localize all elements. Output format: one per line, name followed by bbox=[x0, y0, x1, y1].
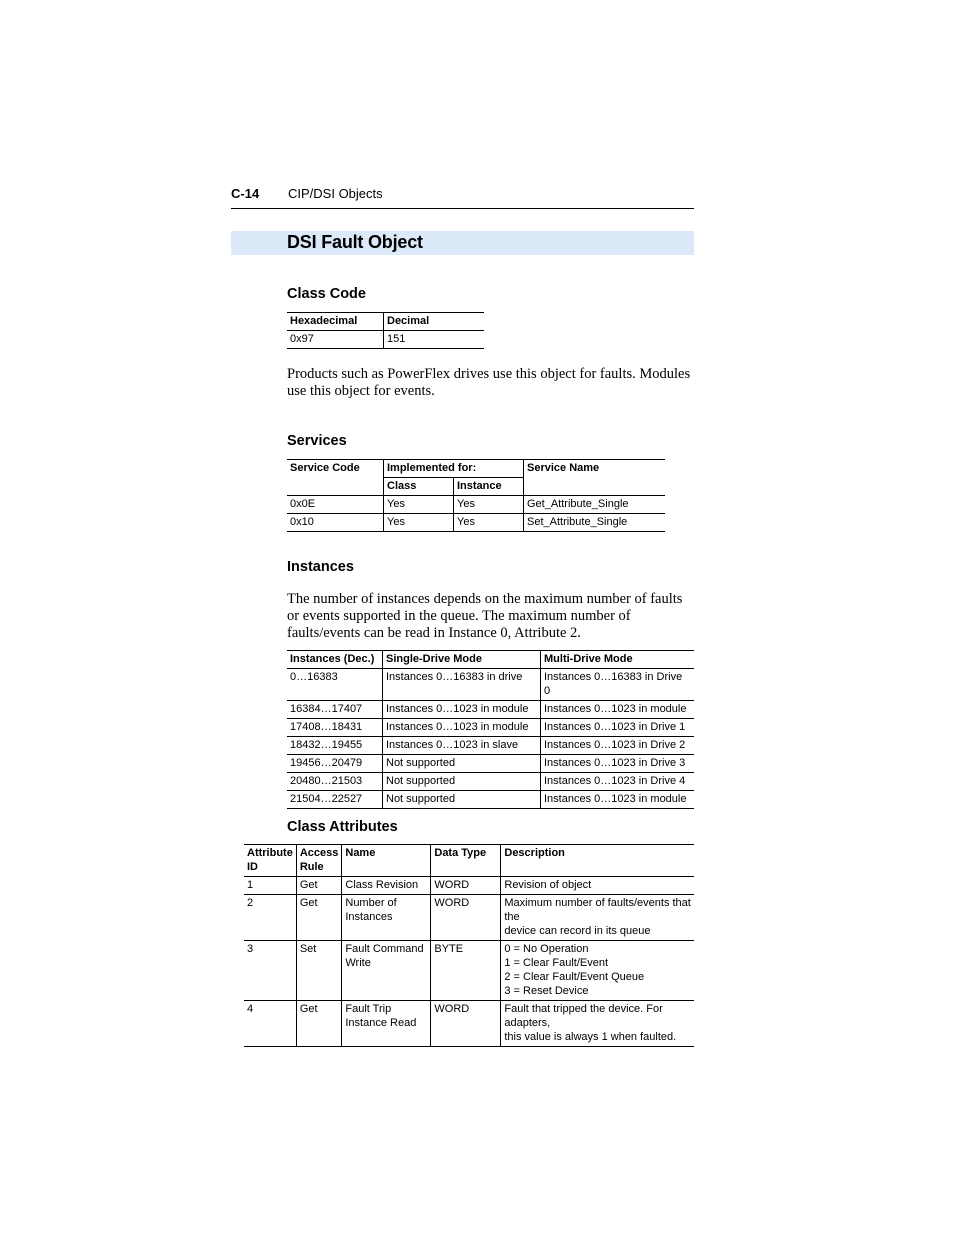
services-cell: Yes bbox=[384, 514, 454, 532]
instances-cell: Instances 0…16383 in drive bbox=[383, 669, 541, 701]
instances-cell: Instances 0…1023 in Drive 4 bbox=[541, 773, 695, 791]
table-row bbox=[287, 719, 694, 737]
instances-cell: 17408…18431 bbox=[290, 721, 363, 733]
instances-cell: 20480…21503 bbox=[290, 775, 363, 787]
page-number: C-14 bbox=[231, 186, 260, 201]
instances-cell: 21504…22527 bbox=[290, 793, 363, 805]
attr-header-description: Description bbox=[501, 845, 694, 877]
services-cell: Set_Attribute_Single bbox=[524, 514, 666, 532]
attr-header-name: Name bbox=[342, 845, 431, 877]
table-row bbox=[287, 514, 665, 532]
services-table bbox=[287, 459, 665, 532]
instances-header-dec: Instances (Dec.) bbox=[290, 653, 375, 665]
attr-cell: WORD bbox=[431, 877, 501, 895]
services-heading: Services bbox=[287, 433, 347, 449]
instances-cell: Instances 0…1023 in module bbox=[383, 719, 541, 737]
services-header-implemented: Implemented for: bbox=[384, 460, 524, 478]
running-head: CIP/DSI Objects bbox=[288, 186, 383, 201]
attr-cell: Fault that tripped the device. For adapters, this value is always 1 when faulted. bbox=[501, 1001, 694, 1047]
attr-cell: 2 bbox=[247, 897, 254, 909]
instances-cell: 0…16383 bbox=[290, 671, 338, 683]
instances-cell: Instances 0…1023 in slave bbox=[383, 737, 541, 755]
table-row bbox=[244, 941, 694, 1001]
attr-cell: Get bbox=[296, 877, 342, 895]
instances-paragraph: The number of instances depends on the maximum number of faults or events supported in the queue. The maximum number of faults/events can be read in Instance 0, Attribute 2. bbox=[287, 591, 683, 641]
instances-cell: Not supported bbox=[383, 755, 541, 773]
class-code-dec: 151 bbox=[384, 331, 485, 349]
instances-cell: Instances 0…1023 in Drive 1 bbox=[541, 719, 695, 737]
class-code-header-dec: Decimal bbox=[384, 313, 485, 331]
attr-cell: Set bbox=[296, 941, 342, 1001]
table-row bbox=[244, 1001, 694, 1047]
attr-cell: Fault Trip Instance Read bbox=[342, 1001, 431, 1047]
attr-cell: Revision of object bbox=[501, 877, 694, 895]
attr-header-type: Data Type bbox=[431, 845, 501, 877]
table-row bbox=[244, 877, 694, 895]
header-rule bbox=[231, 208, 694, 209]
instances-header-multi: Multi-Drive Mode bbox=[541, 651, 695, 669]
instances-cell: 19456…20479 bbox=[290, 757, 363, 769]
instances-cell: Instances 0…1023 in module bbox=[383, 701, 541, 719]
instances-heading: Instances bbox=[287, 559, 354, 575]
attr-cell: BYTE bbox=[431, 941, 501, 1001]
attr-cell: 1 bbox=[247, 879, 254, 891]
attr-cell: Class Revision bbox=[342, 877, 431, 895]
attr-cell: Number of Instances bbox=[342, 895, 431, 941]
instances-cell: Instances 0…16383 in Drive 0 bbox=[541, 669, 695, 701]
table-row bbox=[287, 737, 694, 755]
page-title: DSI Fault Object bbox=[287, 232, 423, 252]
instances-cell: 16384…17407 bbox=[290, 703, 363, 715]
class-attributes-table bbox=[244, 844, 694, 1047]
attr-cell: WORD bbox=[431, 895, 501, 941]
intro-paragraph: Products such as PowerFlex drives use this object for faults. Modules use this object for events. bbox=[287, 366, 691, 399]
class-code-table bbox=[287, 312, 484, 349]
instances-table bbox=[287, 650, 694, 809]
table-row bbox=[287, 669, 694, 701]
attr-cell: Fault Command Write bbox=[342, 941, 431, 1001]
instances-header-single: Single-Drive Mode bbox=[383, 651, 541, 669]
services-header-code: Service Code bbox=[290, 462, 360, 474]
table-row bbox=[287, 701, 694, 719]
services-cell: Yes bbox=[454, 496, 524, 514]
instances-cell: Instances 0…1023 in Drive 3 bbox=[541, 755, 695, 773]
table-row bbox=[287, 496, 665, 514]
services-header-name: Service Name bbox=[524, 460, 666, 496]
table-row bbox=[287, 791, 694, 809]
services-cell: 0x10 bbox=[290, 516, 314, 528]
class-code-header-hex: Hexadecimal bbox=[290, 315, 358, 327]
services-cell: 0x0E bbox=[290, 498, 316, 510]
attr-cell: WORD bbox=[431, 1001, 501, 1047]
instances-cell: Instances 0…1023 in Drive 2 bbox=[541, 737, 695, 755]
instances-cell: Not supported bbox=[383, 773, 541, 791]
services-cell: Get_Attribute_Single bbox=[524, 496, 666, 514]
instances-cell: Instances 0…1023 in module bbox=[541, 701, 695, 719]
class-code-heading: Class Code bbox=[287, 286, 366, 302]
attr-cell: 4 bbox=[247, 1003, 254, 1015]
services-header-class: Class bbox=[384, 478, 454, 496]
attr-cell: 3 bbox=[247, 943, 254, 955]
attr-cell: 0 = No Operation 1 = Clear Fault/Event 2 = Clear Fault/Event Queue 3 = Reset Device bbox=[501, 941, 694, 1001]
attr-cell: Maximum number of faults/events that the device can record in its queue bbox=[501, 895, 694, 941]
table-row bbox=[287, 331, 484, 349]
services-header-instance: Instance bbox=[454, 478, 524, 496]
instances-cell: 18432…19455 bbox=[290, 739, 363, 751]
instances-cell: Instances 0…1023 in module bbox=[541, 791, 695, 809]
table-row bbox=[287, 755, 694, 773]
attr-cell: Get bbox=[296, 1001, 342, 1047]
class-code-hex: 0x97 bbox=[290, 333, 314, 345]
services-cell: Yes bbox=[454, 514, 524, 532]
table-row bbox=[244, 895, 694, 941]
class-attributes-heading: Class Attributes bbox=[287, 819, 398, 835]
table-row bbox=[287, 773, 694, 791]
instances-cell: Not supported bbox=[383, 791, 541, 809]
attr-header-id: Attribute ID bbox=[247, 847, 293, 873]
attr-cell: Get bbox=[296, 895, 342, 941]
attr-header-access: Access Rule bbox=[296, 845, 342, 877]
services-cell: Yes bbox=[384, 496, 454, 514]
